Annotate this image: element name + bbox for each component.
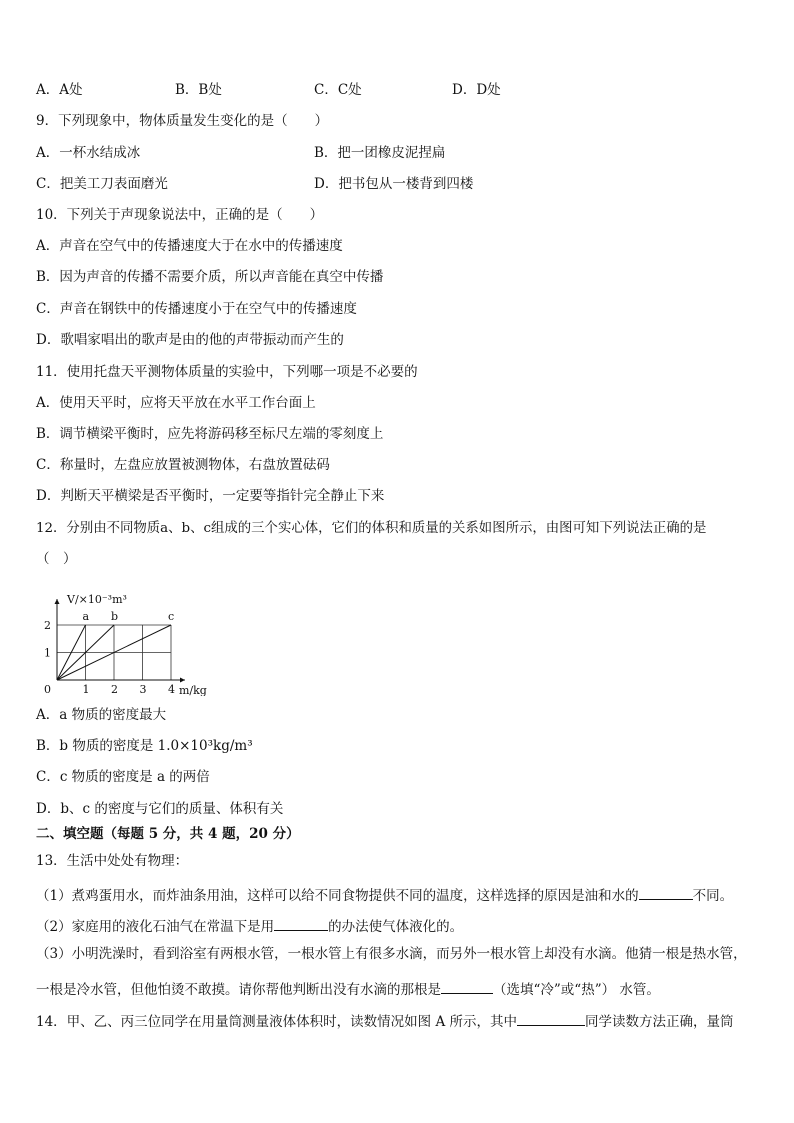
y-axis-arrow <box>55 599 60 604</box>
q10-option-d: D．歌唱家唱出的歌声是由的他的声带振动而产生的 <box>36 332 344 348</box>
q13-part1-text-before: （1）煮鸡蛋用水，而炸油条用油，这样可以给不同食物提供不同的温度，这样选择的原因是油和水的 <box>36 888 639 904</box>
q13-stem: 13．生活中处处有物理： <box>36 853 189 869</box>
q13-blank-2[interactable] <box>274 917 328 931</box>
q8-option-d: D．D处 <box>452 82 501 98</box>
q13-blank-1[interactable] <box>639 886 693 900</box>
q9-stem: 9．下列现象中，物体质量发生变化的是（ ） <box>36 113 329 129</box>
q13-part1 <box>36 886 733 904</box>
y-axis-label: V/×10⁻³m³ <box>67 593 127 606</box>
q9-option-a: A．一杯水结成冰 <box>36 145 141 161</box>
series-label-a: a <box>82 610 90 623</box>
q13-part1-text-after: 不同。 <box>692 888 734 904</box>
q9-option-d: D．把书包从一楼背到四楼 <box>314 176 474 192</box>
q8-option-b: B．B处 <box>175 82 222 98</box>
q13-part3-text-after: （选填“冷”或“热”） 水管。 <box>493 982 660 998</box>
q13-part2-text-after: 的办法使气体液化的。 <box>328 919 464 935</box>
q11-stem: 11．使用托盘天平测物体质量的实验中，下列哪一项是不必要的 <box>36 364 418 380</box>
x-tick-label-1: 1 <box>82 683 90 696</box>
q14-stem <box>36 1012 734 1030</box>
q9-option-c: C．把美工刀表面磨光 <box>36 176 168 192</box>
q11-option-d: D．判断天平横梁是否平衡时，一定要等指针完全静止下来 <box>36 488 385 504</box>
q12-option-c: C．c 物质的密度是 a 的两倍 <box>36 769 210 785</box>
q12-stem-line1: 12．分别由不同物质a、b、c组成的三个实心体，它们的体积和质量的关系如图所示，由图可知下列说法正确的是 <box>36 521 707 536</box>
y-tick-label-1: 1 <box>44 646 51 660</box>
volume-mass-graph <box>40 578 220 696</box>
q13-part2-text-before: （2）家庭用的液化石油气在常温下是用 <box>36 919 275 935</box>
q13-part3-line1: （3）小明洗澡时，看到浴室有两根水管，一根水管上有很多水滴，而另外一根水管上却没有水滴。他猜一根是热水管， <box>36 946 747 962</box>
series-label-b: b <box>111 610 119 623</box>
q10-option-c: C．声音在钢铁中的传播速度小于在空气中的传播速度 <box>36 301 357 317</box>
q12-option-a: A．a 物质的密度最大 <box>36 707 167 723</box>
q8-option-c: C．C处 <box>314 82 362 98</box>
q11-option-b: B．调节横梁平衡时，应先将游码移至标尺左端的零刻度上 <box>36 426 384 442</box>
x-axis-label: m/kg <box>179 684 207 696</box>
q10-option-a: A．声音在空气中的传播速度大于在水中的传播速度 <box>36 238 343 254</box>
q14-blank[interactable] <box>517 1012 585 1026</box>
q12-option-d: D．b、c 的密度与它们的质量、体积有关 <box>36 801 284 817</box>
q14-text-before: 14．甲、乙、丙三位同学在用量筒测量液体体积时，读数情况如图 A 所示，其中 <box>36 1014 518 1030</box>
series-label-c: c <box>168 610 175 623</box>
q9-option-b: B．把一团橡皮泥捏扁 <box>314 145 446 161</box>
q10-stem: 10．下列关于声现象说法中，正确的是（ ） <box>36 207 324 223</box>
q11-option-a: A．使用天平时，应将天平放在水平工作台面上 <box>36 395 316 411</box>
q11-option-c: C．称量时，左盘应放置被测物体，右盘放置砝码 <box>36 457 330 473</box>
x-tick-label-2: 2 <box>111 683 118 696</box>
q10-option-b: B．因为声音的传播不需要介质，所以声音能在真空中传播 <box>36 269 384 285</box>
q12-option-b: B．b 物质的密度是 1.0×10³kg/m³ <box>36 738 253 754</box>
q8-option-a: A．A处 <box>36 82 83 98</box>
chart-axes <box>55 599 186 683</box>
q14-text-after: 同学读数方法正确，量筒 <box>585 1014 734 1030</box>
q13-blank-3[interactable] <box>441 980 493 994</box>
origin-label: 0 <box>44 683 51 696</box>
x-tick-label-3: 3 <box>139 683 147 696</box>
q13-part3-line2 <box>36 980 660 998</box>
y-tick-label-2: 2 <box>44 619 51 632</box>
q13-part2 <box>36 917 463 935</box>
section-title: 二、填空题（每题 5 分，共 4 题，20 分） <box>36 826 300 842</box>
q13-part3-text-before: 一根是冷水管，但他怕烫不敢摸。请你帮他判断出没有水滴的那根是 <box>36 982 441 998</box>
x-axis-arrow <box>180 678 185 683</box>
x-tick-label-4: 4 <box>168 683 175 696</box>
q12-stem-line2: （ ） <box>36 551 77 567</box>
